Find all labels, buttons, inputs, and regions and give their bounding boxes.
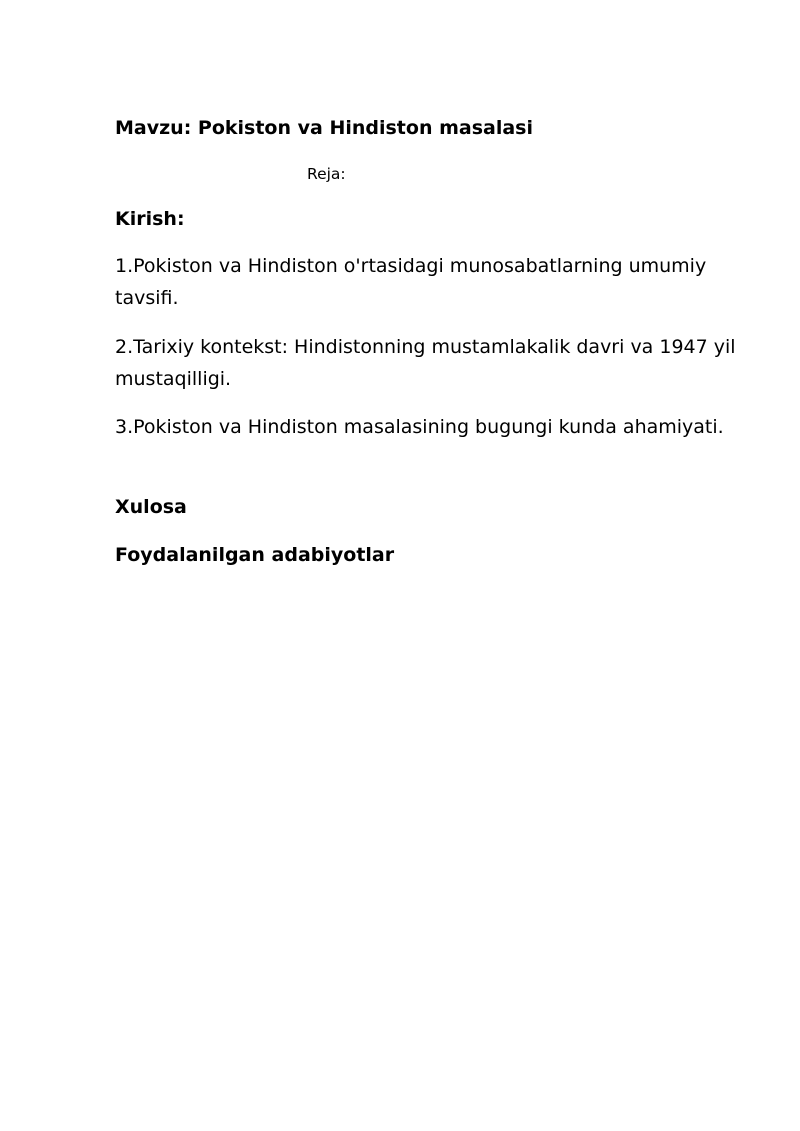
references-heading: Foydalanilgan adabiyotlar [115, 544, 395, 566]
plan-label: Reja: [307, 165, 346, 183]
plan-item-2: 2.Tarixiy kontekst: Hindistonning mustamlakalik davri va 1947 yil mustaqilligi. [115, 336, 736, 390]
intro-heading: Kirish: [115, 208, 185, 230]
plan-item-3: 3.Pokiston va Hindiston masalasining bugungi kunda ahamiyati. [115, 416, 724, 438]
conclusion-heading: Xulosa [115, 496, 187, 518]
plan-item-1: 1.Pokiston va Hindiston o'rtasidagi munosabatlarning umumiy tavsifi. [115, 255, 707, 309]
document-title: Mavzu: Pokiston va Hindiston masalasi [115, 117, 533, 139]
